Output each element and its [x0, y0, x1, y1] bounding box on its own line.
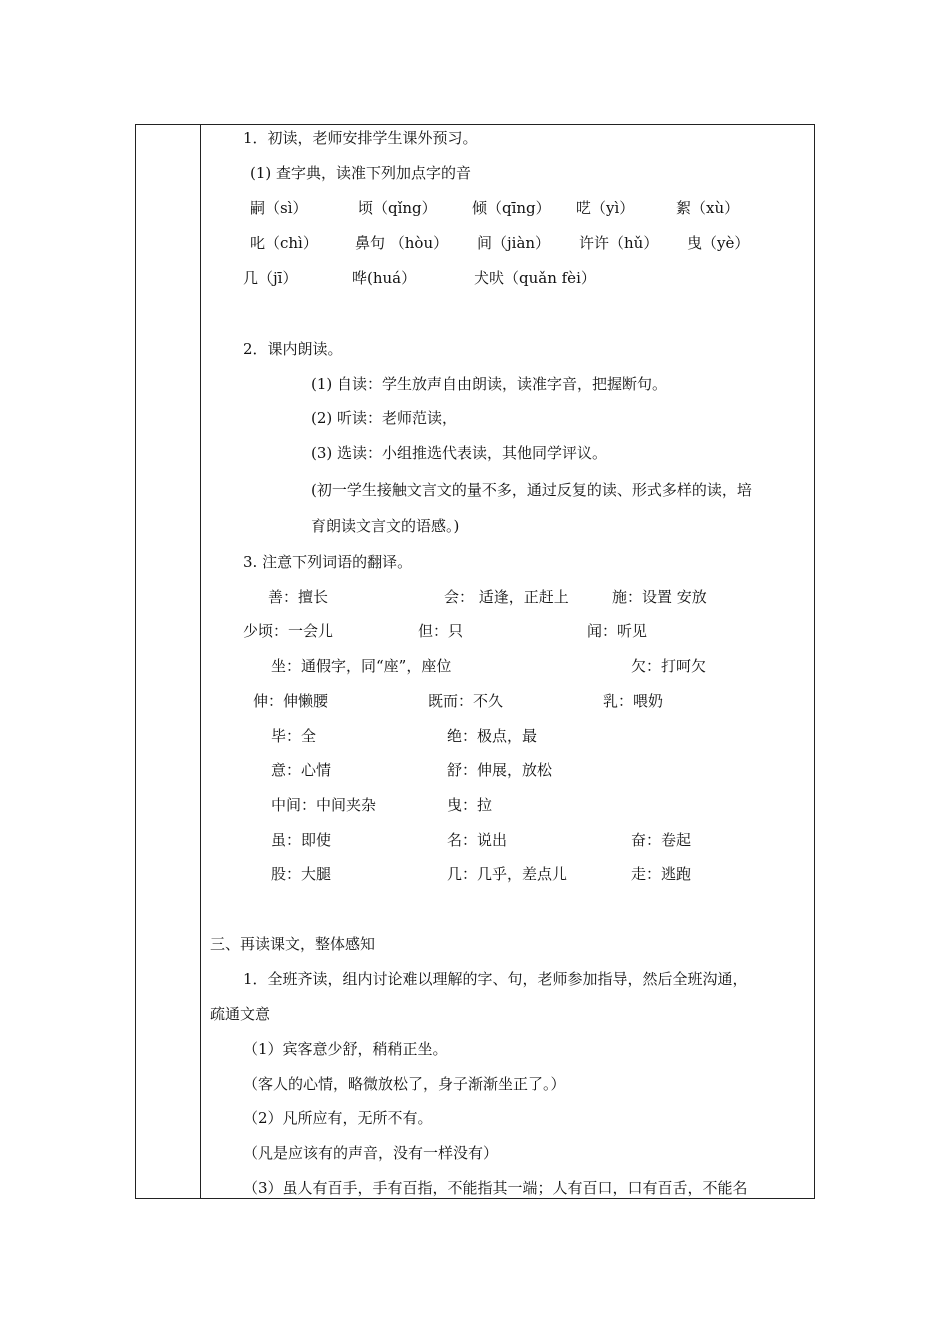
- vocab-item: 既而：不久: [428, 692, 504, 710]
- section-3-line: （客人的心情，略微放松了，身子渐渐坐正了。）: [243, 1075, 566, 1093]
- vocab-item: 少顷：一会儿: [243, 622, 334, 640]
- pinyin-item: 顷（qǐng）: [358, 199, 437, 217]
- vocab-item: 会： 适逢，正赶上: [444, 588, 569, 606]
- pinyin-item: 许许（hǔ）: [579, 234, 659, 252]
- section-3-line: （凡是应该有的声音，没有一样没有）: [243, 1144, 499, 1162]
- vocab-item: 名：说出: [447, 831, 508, 849]
- step-1-subtitle: (1) 查字典，读准下列加点字的音: [250, 164, 472, 182]
- pinyin-item: 犬吠（quǎn fèi）: [474, 269, 596, 287]
- pinyin-item: 间（jiàn）: [477, 234, 551, 252]
- step-3-title: 3. 注意下列词语的翻译。: [243, 553, 413, 571]
- vocab-item: 曳：拉: [447, 796, 493, 814]
- pinyin-item: 嗣（sì）: [250, 199, 308, 217]
- vocab-item: 意：心情: [271, 761, 332, 779]
- vocab-item: 坐：通假字，同“座”，座位: [271, 657, 452, 675]
- section-3-line: （1）宾客意少舒，稍稍正坐。: [243, 1040, 448, 1058]
- vocab-item: 毕：全: [271, 727, 317, 745]
- pinyin-item: 倾（qīng）: [472, 199, 551, 217]
- reading-item: (3) 选读：小组推选代表读，其他同学评议。: [311, 444, 608, 462]
- vocab-item: 走：逃跑: [631, 865, 692, 883]
- vocab-item: 几：几乎，差点儿: [447, 865, 568, 883]
- table-column-divider: [200, 124, 201, 1199]
- vocab-item: 中间：中间夹杂: [271, 796, 377, 814]
- vocab-item: 绝：极点，最: [447, 727, 538, 745]
- vocab-item: 乳：喂奶: [603, 692, 664, 710]
- pinyin-item: 叱（chì）: [250, 234, 318, 252]
- vocab-item: 欠：打呵欠: [631, 657, 707, 675]
- section-3-line: （2）凡所应有，无所不有。: [243, 1109, 433, 1127]
- vocab-item: 股：大腿: [271, 865, 332, 883]
- vocab-item: 但：只: [418, 622, 464, 640]
- vocab-item: 奋：卷起: [631, 831, 692, 849]
- pinyin-item: 哗(huá）: [352, 269, 417, 287]
- step-2-title: 2．课内朗读。: [243, 340, 343, 358]
- pinyin-item: 鼻句 （hòu）: [355, 234, 449, 252]
- vocab-item: 伸：伸懒腰: [253, 692, 329, 710]
- vocab-item: 虽：即使: [271, 831, 332, 849]
- pinyin-item: 絮（xù）: [676, 199, 740, 217]
- section-3-line: 1．全班齐读，组内讨论难以理解的字、句，老师参加指导，然后全班沟通，: [243, 970, 748, 988]
- step-1-title: 1．初读，老师安排学生课外预习。: [243, 129, 478, 147]
- reading-note: 育朗读文言文的语感。): [311, 517, 460, 535]
- vocab-item: 善：擅长: [268, 588, 329, 606]
- vocab-item: 舒：伸展，放松: [447, 761, 553, 779]
- reading-note: (初一学生接触文言文的量不多，通过反复的读、形式多样的读，培: [311, 481, 752, 499]
- pinyin-item: 几（jī）: [243, 269, 298, 287]
- pinyin-item: 呓（yì）: [576, 199, 635, 217]
- section-3-line: （3）虽人有百手，手有百指，不能指其一端；人有百口，口有百舌，不能名: [243, 1179, 748, 1197]
- pinyin-item: 曳（yè）: [687, 234, 750, 252]
- reading-item: (1) 自读：学生放声自由朗读，读准字音，把握断句。: [311, 375, 668, 393]
- vocab-item: 施：设置 安放: [612, 588, 707, 606]
- section-3-line: 疏通文意: [210, 1005, 271, 1023]
- reading-item: (2) 听读：老师范读，: [311, 409, 458, 427]
- section-3-heading: 三、再读课文，整体感知: [210, 935, 376, 953]
- vocab-item: 闻：听见: [587, 622, 648, 640]
